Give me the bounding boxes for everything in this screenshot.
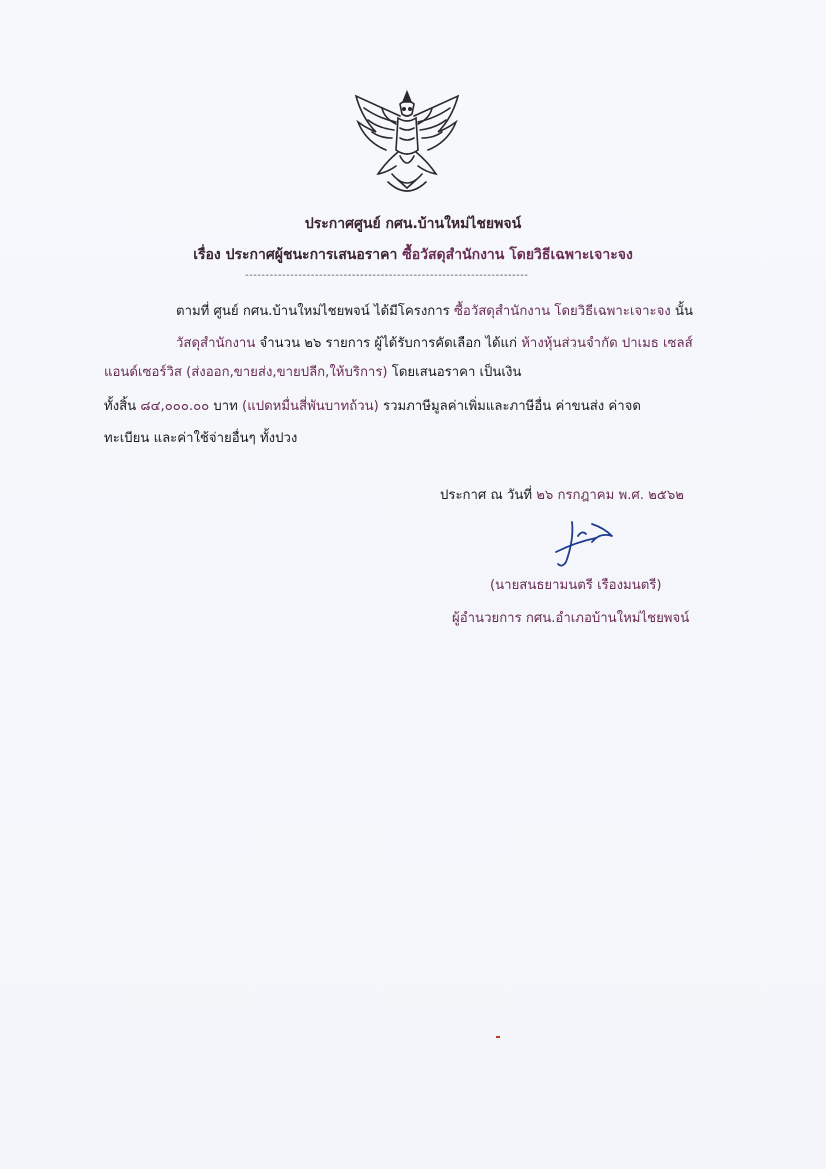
body-line-1-b: ซื้อวัสดุสำนักงาน โดยวิธีเฉพาะเจาะจง (453, 304, 671, 319)
garuda-emblem-icon (348, 88, 466, 200)
announcement-date (440, 484, 684, 505)
signer-position: ผู้อำนวยการ กศน.อำเภอบ้านใหม่ไชยพจน์ (452, 611, 690, 626)
body-line-4-c: บาท (209, 399, 243, 414)
body-line-3 (104, 361, 521, 382)
signer-name: (นายสนธยามนตรี เรืองมนตรี) (490, 578, 662, 593)
subject-prefix: เรื่อง ประกาศผู้ชนะการเสนอราคา (193, 247, 398, 263)
body-line-3-a: แอนด์เซอร์วิส (ส่งออก,ขายส่ง,ขายปลีก,ให้บริการ) (104, 365, 388, 380)
announcement-title: ประกาศศูนย์ กศน.บ้านใหม่ไชยพจน์ (304, 216, 522, 232)
ink-mark (496, 1036, 500, 1038)
body-line-5: ทะเบียน และค่าใช้จ่ายอื่นๆ ทั้งปวง (104, 431, 298, 446)
total-amount: ๘๔,๐๐๐.๐๐ (140, 399, 210, 414)
body-line-2 (176, 332, 693, 353)
handwritten-signature (552, 518, 622, 570)
body-line-1-a: ตามที่ ศูนย์ กศน.บ้านใหม่ไชยพจน์ ได้มีโครงการ (176, 304, 450, 319)
body-line-4 (104, 395, 641, 416)
body-line-2-b: จำนวน ๒๖ รายการ ผู้ได้รับการคัดเลือก ได้แก่ (255, 336, 518, 351)
body-line-2-a: วัสดุสำนักงาน (176, 336, 256, 351)
date-value: ๒๖ กรกฎาคม พ.ศ. ๒๕๖๒ (536, 488, 684, 503)
separator-line: --------------------------------------------------------------------- (245, 270, 529, 281)
subject-item: ซื้อวัสดุสำนักงาน โดยวิธีเฉพาะเจาะจง (402, 247, 633, 263)
amount-in-words: (แปดหมื่นสี่พันบาทถ้วน) (242, 399, 379, 414)
body-line-4-a: ทั้งสิ้น (104, 399, 141, 414)
body-line-1 (176, 300, 693, 321)
body-line-4-e: รวมภาษีมูลค่าเพิ่มและภาษีอื่น ค่าขนส่ง ค่าจด (378, 399, 641, 414)
date-prefix: ประกาศ ณ วันที่ (440, 488, 533, 503)
body-line-3-b: โดยเสนอราคา เป็นเงิน (387, 365, 522, 380)
body-line-1-c: นั้น (670, 304, 693, 319)
body-line-2-c: ห้างหุ้นส่วนจำกัด ปาเมธ เซลส์ (517, 336, 693, 351)
announcement-subject (0, 244, 826, 266)
